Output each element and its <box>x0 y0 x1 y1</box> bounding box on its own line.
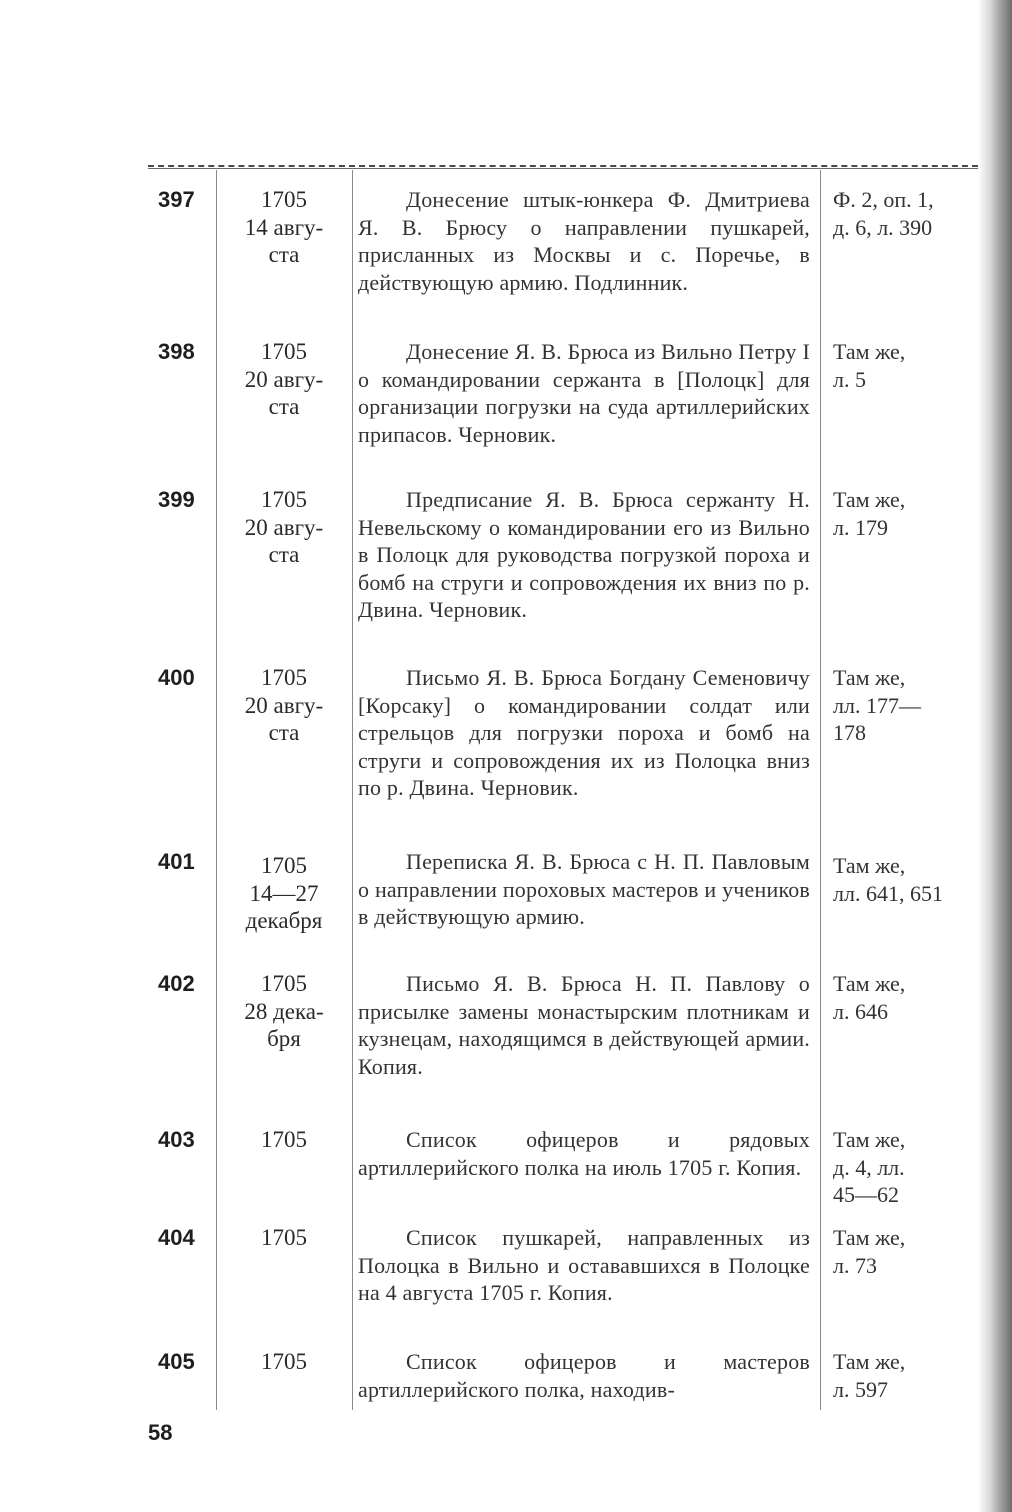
entry-date: 1705 28 дека- бря <box>244 971 324 1051</box>
page-number: 58 <box>148 1420 173 1445</box>
column-divider <box>216 170 217 1410</box>
column-divider <box>820 170 821 1410</box>
entry-number: 403 <box>158 1127 195 1152</box>
entry-description: Переписка Я. В. Брюса с Н. П. Павловым о направлении пороховых мастеров и учеников в действующую армию. <box>358 849 810 929</box>
entry-reference: Там же, л. 597 <box>833 1349 906 1402</box>
entry-date: 1705 <box>261 1225 307 1250</box>
entry-description: Письмо Я. В. Брюса Богдану Семеновичу [Корсаку] о командировании солдат или стрельцов для погрузки пороха и бомб на струги и сопровождения их из Полоцка вниз по р. Двина. Черновик. <box>358 665 810 800</box>
entry-reference: Ф. 2, оп. 1, д. 6, л. 390 <box>833 187 934 240</box>
entry-description: Список пушкарей, направленных из Полоцка в Вильно и остававшихся в Полоцке на 4 августа 1705 г. Копия. <box>358 1225 810 1305</box>
entry-number: 400 <box>158 665 195 690</box>
entry-date: 1705 20 авгу- ста <box>244 487 324 567</box>
entry-reference: Там же, д. 4, лл. 45—62 <box>833 1127 906 1207</box>
entry-date: 1705 <box>261 1127 307 1152</box>
entry-number: 398 <box>158 339 195 364</box>
entry-description: Список офицеров и мастеров артиллерийского полка, находив- <box>358 1349 810 1402</box>
entry-description: Донесение Я. В. Брюса из Вильно Петру I о командировании сержанта в [Полоцк] для организации погрузки на суда артиллерийских припасов. Черновик. <box>358 339 810 447</box>
entry-number: 397 <box>158 187 195 212</box>
entry-description: Донесение штык-юнкера Ф. Дмитриева Я. В. Брюсу о направлении пушкарей, присланных из Москвы и с. Поречье, в действующую армию. Подлинник. <box>358 187 810 295</box>
entry-date: 1705 14 авгу- ста <box>244 187 324 267</box>
top-rule <box>148 165 978 167</box>
entry-date: 1705 20 авгу- ста <box>244 339 324 419</box>
entry-description: Список офицеров и рядовых артиллерийского полка на июль 1705 г. Копия. <box>358 1127 810 1180</box>
entry-reference: Там же, л. 5 <box>833 339 906 392</box>
entry-number: 401 <box>158 849 195 874</box>
entry-description: Предписание Я. В. Брюса сержанту Н. Невельскому о командировании его из Вильно в Полоцк для руководства погрузкой пороха и бомб на струги и сопровождения их вниз по р. Двина. Черновик. <box>358 487 810 622</box>
entry-reference: Там же, л. 646 <box>833 971 906 1024</box>
entry-date: 1705 <box>261 1349 307 1374</box>
entry-reference: Там же, л. 179 <box>833 487 906 540</box>
entry-date: 1705 20 авгу- ста <box>244 665 324 745</box>
entry-date: 1705 14—27 декабря <box>245 853 323 933</box>
column-divider <box>352 170 353 1410</box>
entry-number: 399 <box>158 487 195 512</box>
page-edge-shadow <box>978 0 1012 1512</box>
top-rule-line <box>148 168 978 169</box>
entry-number: 404 <box>158 1225 195 1250</box>
entry-reference: Там же, л. 73 <box>833 1225 906 1278</box>
entry-number: 402 <box>158 971 195 996</box>
entry-number: 405 <box>158 1349 195 1374</box>
entry-description: Письмо Я. В. Брюса Н. П. Павлову о присылке замены монастырским плотникам и кузнецам, находящимся в действующей армии. Копия. <box>358 971 810 1079</box>
entry-reference: Там же, лл. 177— 178 <box>833 665 921 745</box>
entry-reference: Там же, лл. 641, 651 <box>833 853 943 906</box>
